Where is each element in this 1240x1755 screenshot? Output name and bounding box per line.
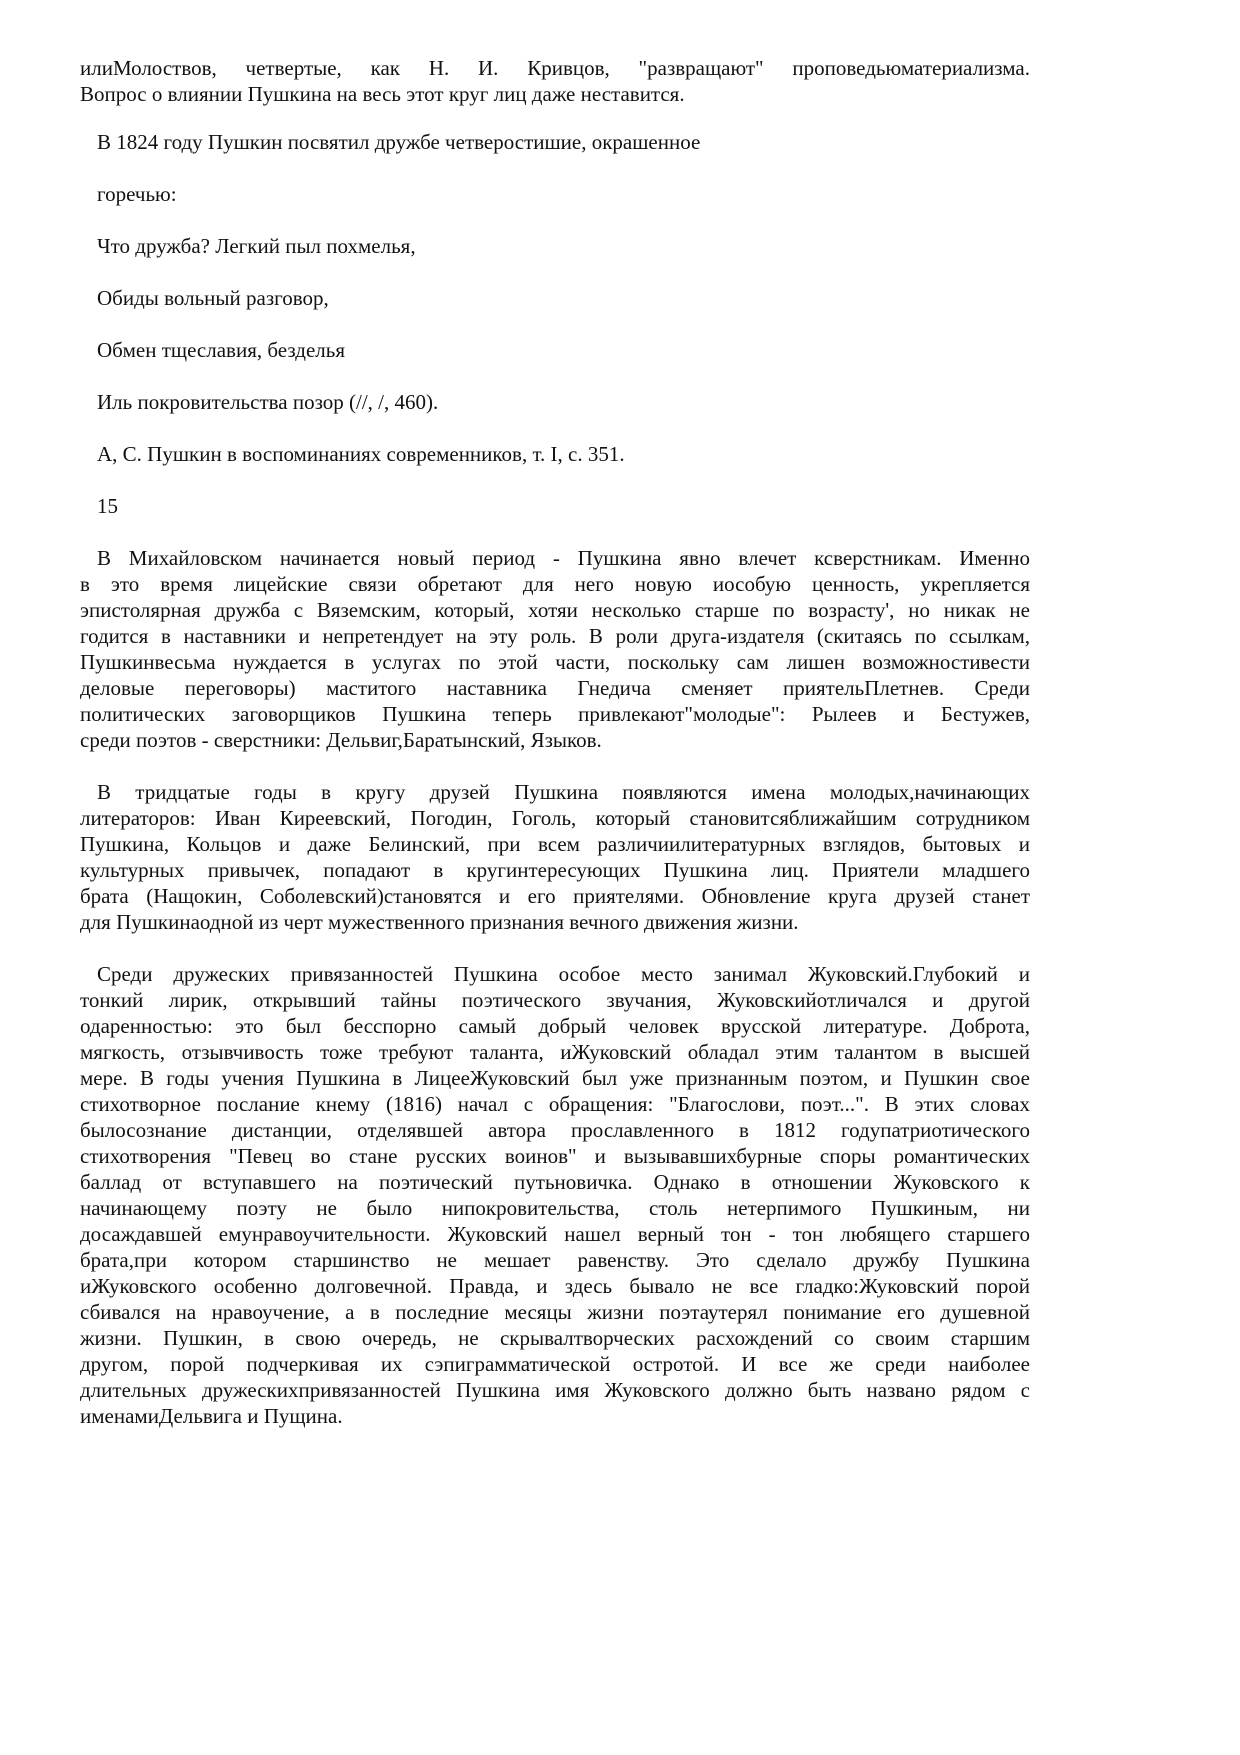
paragraph-line: другом, порой подчеркивая их сэпиграмматической остротой. И все же среди наиболее <box>80 1352 1030 1376</box>
paragraph-line: именамиДельвига и Пущина. <box>80 1404 343 1428</box>
paragraph-line: тонкий лирик, открывший тайны поэтического звучания, Жуковскийотличался и другой <box>80 988 1030 1012</box>
paragraph-line: сбивался на нравоучение, а в последние месяцы жизни поэтаутерял понимание его душевной <box>80 1300 1030 1324</box>
paragraph <box>80 961 1030 1429</box>
paragraph-line: литераторов: Иван Киреевский, Погодин, Гоголь, который становитсяближайшим сотрудником <box>80 806 1030 830</box>
paragraph-line: былосознание дистанции, отделявшей автора прославленного в 1812 годупатриотического <box>80 1118 1030 1142</box>
paragraph-line: политических заговорщиков Пушкина теперь привлекают"молодые": Рылеев и Бестужев, <box>80 702 1030 726</box>
paragraph-line: жизни. Пушкин, в свою очередь, не скрывалтворческих расхождений со своим старшим <box>80 1326 1030 1350</box>
paragraph <box>80 779 1030 935</box>
paragraph <box>80 545 1030 753</box>
paragraph-line: одаренностью: это был бесспорно самый добрый человек врусской литературе. Доброта, <box>80 1014 1030 1038</box>
paragraph-line: Пушкина, Кольцов и даже Белинский, при всем различиилитературных взглядов, бытовых и <box>80 832 1030 856</box>
text-line-paragraph <box>80 285 1030 311</box>
paragraph-line: иЖуковского особенно долговечной. Правда, и здесь бывало не все гладко:Жуковский порой <box>80 1274 1030 1298</box>
document-page <box>80 55 1030 1455</box>
paragraph-line: Среди дружеских привязанностей Пушкина особое место занимал Жуковский.Глубокий и <box>97 962 1030 986</box>
paragraph-line: баллад от вступавшего на поэтический путьновичка. Однако в отношении Жуковского к <box>80 1170 1030 1194</box>
paragraph-line: илиМолоствов, четвертые, как Н. И. Кривцов, "развращают" проповедьюматериализма. <box>80 56 1030 80</box>
paragraph-line: брата (Нащокин, Соболевский)становятся и его приятелями. Обновление круга друзей станет <box>80 884 1030 908</box>
paragraph-line: А, С. Пушкин в воспоминаниях современников, т. I, с. 351. <box>97 442 625 466</box>
text-line-paragraph <box>80 233 1030 259</box>
paragraph <box>80 55 1030 107</box>
text-line-paragraph <box>80 181 1030 207</box>
paragraph-line: В 1824 году Пушкин посвятил дружбе четверостишие, окрашенное <box>97 130 701 154</box>
paragraph-line: Пушкинвесьма нуждается в услугах по этой части, поскольку сам лишен возможностивести <box>80 650 1030 674</box>
paragraph-line: стихотворное послание кнему (1816) начал с обращения: "Благослови, поэт...". В этих словах <box>80 1092 1030 1116</box>
paragraph-line: досаждавшей емунравоучительности. Жуковский нашел верный тон - тон любящего старшего <box>80 1222 1030 1246</box>
paragraph-line: Иль покровительства позор (//, /, 460). <box>97 390 439 414</box>
paragraph-line: длительных дружескихпривязанностей Пушкина имя Жуковского должно быть названо рядом с <box>80 1378 1030 1402</box>
paragraph-line: В тридцатые годы в кругу друзей Пушкина появляются имена молодых,начинающих <box>97 780 1030 804</box>
paragraph-line: эпистолярная дружба с Вяземским, который, хотяи несколько старше по возрасту', но никак не <box>80 598 1030 622</box>
paragraph-line: начинающему поэту не было нипокровительства, столь нетерпимого Пушкиным, ни <box>80 1196 1030 1220</box>
text-line-paragraph <box>80 129 1030 155</box>
text-line-paragraph <box>80 337 1030 363</box>
paragraph-line: стихотворения "Певец во стане русских воинов" и вызывавшихбурные споры романтических <box>80 1144 1030 1168</box>
paragraph-line: Обиды вольный разговор, <box>97 286 329 310</box>
paragraph-line: годится в наставники и непретендует на эту роль. В роли друга-издателя (скитаясь по ссылкам, <box>80 624 1030 648</box>
text-line-paragraph <box>80 389 1030 415</box>
paragraph-line: Вопрос о влиянии Пушкина на весь этот круг лиц даже неставится. <box>80 82 685 106</box>
paragraph-line: В Михайловском начинается новый период - Пушкина явно влечет ксверстникам. Именно <box>97 546 1030 570</box>
paragraph-line: культурных привычек, попадают в кругинтересующих Пушкина лиц. Приятели младшего <box>80 858 1030 882</box>
paragraph-line: деловые переговоры) маститого наставника Гнедича сменяет приятельПлетнев. Среди <box>80 676 1030 700</box>
paragraph-line: брата,при котором старшинство не мешает равенству. Это сделало дружбу Пушкина <box>80 1248 1030 1272</box>
paragraph-line: горечью: <box>97 182 177 206</box>
paragraph-line: в это время лицейские связи обретают для него новую иособую ценность, укрепляется <box>80 572 1030 596</box>
paragraph-line: 15 <box>97 494 118 518</box>
paragraph-line: среди поэтов - сверстники: Дельвиг,Баратынский, Языков. <box>80 728 602 752</box>
paragraph-line: для Пушкинаодной из черт мужественного признания вечного движения жизни. <box>80 910 799 934</box>
paragraph-line: Что дружба? Легкий пыл похмелья, <box>97 234 416 258</box>
paragraph-line: Обмен тщеславия, безделья <box>97 338 345 362</box>
paragraph-line: мере. В годы учения Пушкина в ЛицееЖуковский был уже признанным поэтом, и Пушкин свое <box>80 1066 1030 1090</box>
paragraph-line: мягкость, отзывчивость тоже требуют таланта, иЖуковский обладал этим талантом в высшей <box>80 1040 1030 1064</box>
text-line-paragraph <box>80 441 1030 467</box>
text-line-paragraph <box>80 493 1030 519</box>
